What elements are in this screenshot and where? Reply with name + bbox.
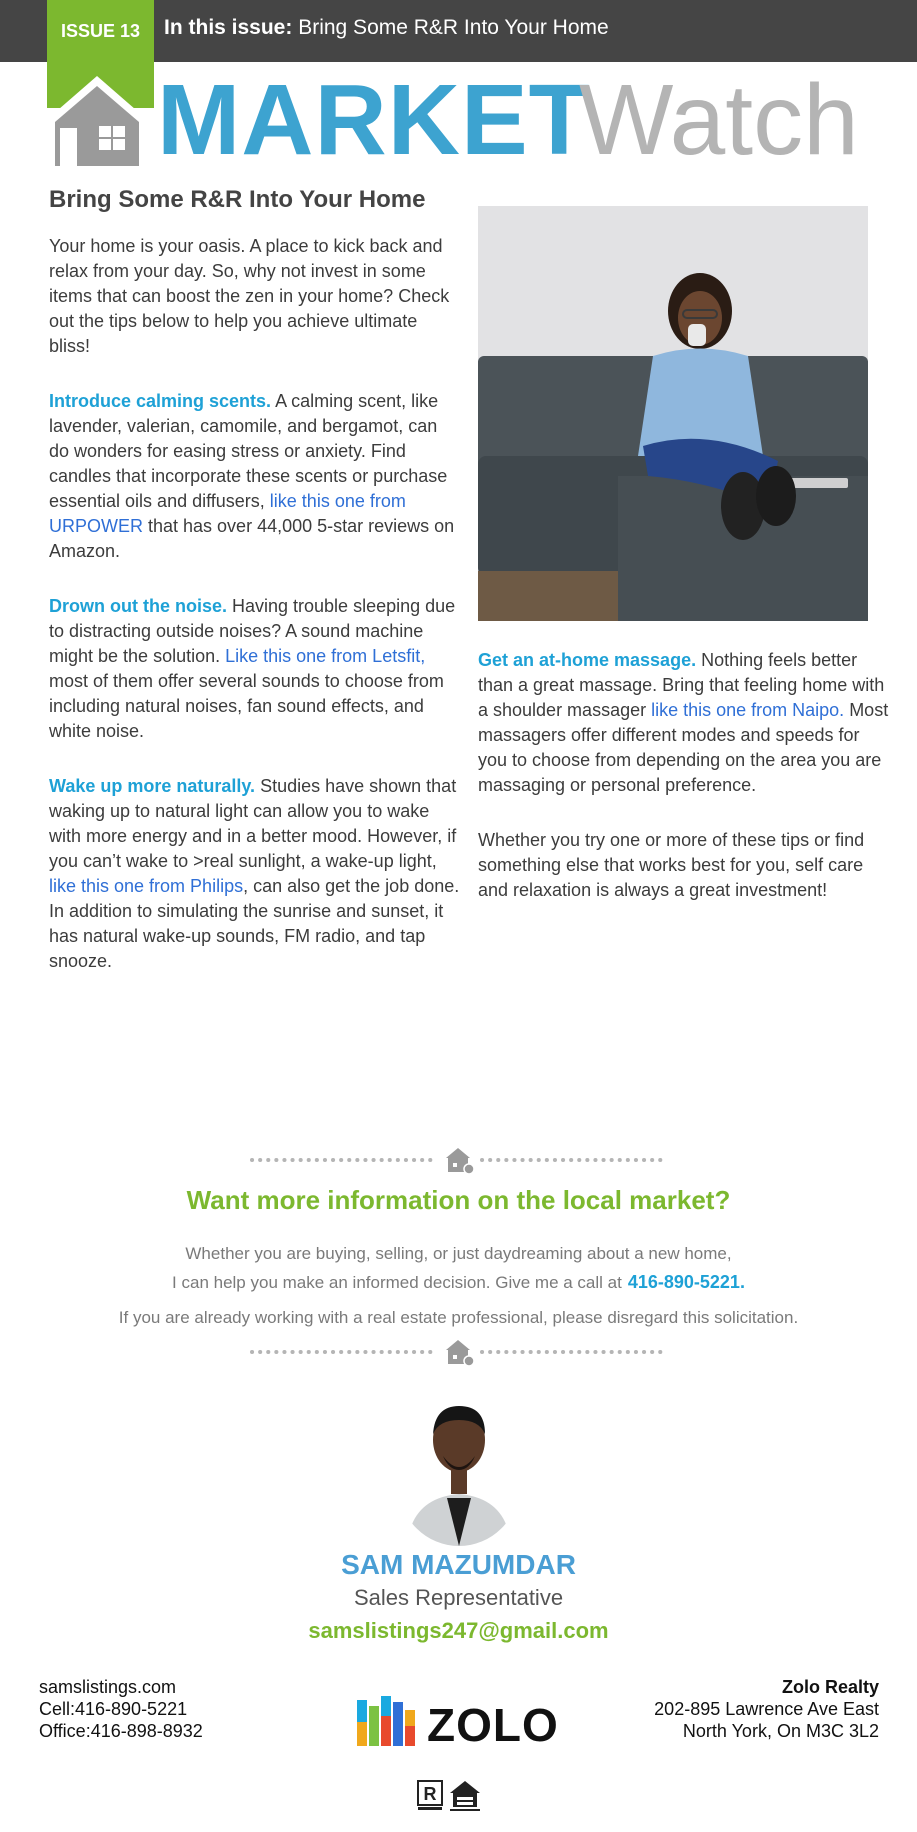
- tip-text: A calming scent, like lavender, valerian, camomile, and bergamot, can do wonders for easing stress or anxiety. Find candles that incorporate these scents or purchase essential oils and diffusers,: [49, 391, 448, 511]
- masthead-watch: Watch: [579, 64, 859, 176]
- tip-text: Studies have shown that waking up to natural light can allow you to wake with more energy and in a better mood. However, if you can’t wake to >real sunlight, a wake-up light,: [49, 776, 457, 871]
- tip-home-massage: [478, 648, 890, 798]
- philips-link[interactable]: like this one from Philips: [49, 876, 244, 896]
- masthead-market: MARKET: [157, 64, 591, 176]
- address-line-2: North York, On M3C 3L2: [682, 1721, 879, 1741]
- issue-headline-prefix: In this issue:: [164, 16, 293, 39]
- tip-text: most of them offer several sounds to choose from including natural noises, fan sound effects, and white noise.: [49, 671, 444, 741]
- cta-line-2: [0, 1272, 917, 1293]
- tip-heading: Wake up more naturally.: [49, 776, 256, 796]
- agent-email-link[interactable]: samslistings247@gmail.com: [308, 1618, 609, 1643]
- issue-badge: ISSUE 13: [47, 0, 154, 62]
- realtor-equal-housing-icon: [417, 1779, 483, 1813]
- issue-headline-title: Bring Some R&R Into Your Home: [298, 16, 609, 39]
- tip-heading: Get an at-home massage.: [478, 650, 697, 670]
- agent-name: SAM MAZUMDAR: [341, 1549, 576, 1580]
- tip-drown-noise: [49, 594, 461, 744]
- cta-phone-link[interactable]: 416-890-5221.: [627, 1272, 745, 1292]
- brokerage-info: [654, 1676, 879, 1742]
- cta-line-2-text: I can help you make an informed decision. Give me a call at: [172, 1273, 622, 1292]
- article-intro: Your home is your oasis. A place to kick back and relax from your day. So, why not invest in some items that can boost the zen in your home? Check out the tips below to help you achieve ultimate bliss!: [49, 236, 450, 356]
- masthead: [47, 62, 887, 176]
- article-closing: Whether you try one or more of these tips or find something else that works best for you, self care and relaxation is always a great investment!: [478, 830, 865, 900]
- svg-text:R: R: [423, 1784, 437, 1804]
- top-bar: [0, 0, 917, 62]
- cta-title: Want more information on the local market?: [186, 1185, 731, 1215]
- tip-text: Having trouble sleeping due to distracting outside noises? A sound machine might be the solution.: [49, 596, 456, 666]
- cta-line-3: If you are already working with a real estate professional, please disregard this solicitation.: [118, 1308, 799, 1327]
- tip-heading: Introduce calming scents.: [49, 391, 272, 411]
- letsfit-link[interactable]: Like this one from Letsfit,: [225, 646, 426, 666]
- tip-heading: Drown out the noise.: [49, 596, 227, 616]
- tip-text: that has over 44,000 5-star reviews on Amazon.: [49, 516, 455, 561]
- website-link[interactable]: samslistings.com: [39, 1677, 177, 1697]
- tip-text: Nothing feels better than a great massage. Bring that feeling home with a shoulder massager: [478, 650, 885, 720]
- house-logo-icon: [47, 70, 147, 170]
- dotted-house-divider: [250, 1146, 666, 1174]
- tip-text: Most massagers offer different modes and speeds for you to choose from depending on the area you are massaging or personal preference.: [478, 700, 889, 795]
- agent-role: Sales Representative: [353, 1585, 564, 1610]
- agent-avatar: [399, 1398, 519, 1546]
- cta-line-1: Whether you are buying, selling, or just daydreaming about a new home,: [185, 1244, 732, 1263]
- cell-number: Cell:416-890-5221: [39, 1699, 188, 1719]
- tip-wake-naturally: [49, 774, 461, 974]
- article-right-column: [478, 206, 890, 933]
- naipo-link[interactable]: like this one from Naipo.: [651, 700, 845, 720]
- dotted-house-divider: [250, 1338, 666, 1366]
- issue-headline: [164, 0, 609, 62]
- zolo-logo: [357, 1696, 559, 1752]
- zolo-wordmark: ZOLO: [427, 1699, 559, 1751]
- address-line-1: 202-895 Lawrence Ave East: [654, 1699, 879, 1719]
- article-left-column: [49, 186, 461, 1004]
- zolo-bars-icon: [357, 1696, 421, 1750]
- relaxing-woman-photo: [478, 206, 868, 621]
- company-name: Zolo Realty: [781, 1677, 879, 1697]
- agent-contact: [39, 1676, 203, 1742]
- tip-calming-scents: [49, 389, 461, 564]
- tip-text: , can also get the job done. In addition to simulating the sunrise and sunset, it has natural wake-up sounds, FM radio, and tap snooze.: [49, 876, 460, 971]
- office-number: Office:416-898-8932: [39, 1721, 203, 1741]
- urpower-link[interactable]: like this one from URPOWER: [49, 491, 406, 536]
- article-title: Bring Some R&R Into Your Home: [49, 186, 426, 213]
